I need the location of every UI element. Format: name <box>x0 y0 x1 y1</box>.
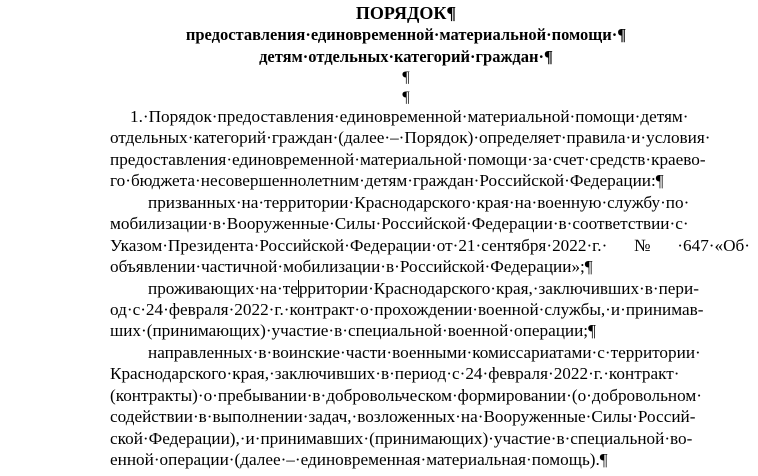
empty-paragraph-mark: ¶ <box>402 69 410 86</box>
text-line: объявлении·частичной·мобилизации·в·Российской·Федерации»;¶ <box>110 257 593 277</box>
text-line: отдельных·категорий·граждан·(далее·–·Порядок)·определяет·правила·и·условия· <box>110 128 711 148</box>
text-line: мобилизации·в·Вооруженные·Силы·Российской·Федерации·в·соответствии·с· <box>110 214 689 234</box>
text-after-cursor: рритории·Краснодарского·края,·заключивших·в·пери- <box>298 278 699 298</box>
text-before-cursor: проживающих·на·те <box>148 278 298 298</box>
empty-paragraph-mark: ¶ <box>402 89 410 106</box>
document-subtitle-line-1: предоставления·единовременной·материальной·помощи·¶ <box>185 25 627 44</box>
text-line: предоставления·единовременной·материальной·помощи·за·счет·средств·краево- <box>110 149 706 169</box>
text-line: од·с·24·февраля·2022·г.·контракт·о·прохождении·военной·службы,·и·принимав- <box>110 299 704 319</box>
text-line: Указом·Президента·Российской·Федерации·от·21·сентября·2022·г.·№·647·«Об· <box>110 235 750 255</box>
text-line: 1.·Порядок·предоставления·единовременной·материальной·помощи·детям· <box>130 107 689 126</box>
text-line: ших·(принимающих)·участие·в·специальной·военной·операции;¶ <box>110 321 596 341</box>
text-line: енной·операции·(далее·–·единовременная·материальная·помощь).¶ <box>110 450 608 469</box>
text-line: ской·Федерации),·и·принимавших·(принимающих)·участие·в·специальной·во- <box>110 428 693 448</box>
document-body[interactable] <box>110 106 750 470</box>
text-line: Краснодарского·края,·заключивших·в·период·с·24·февраля·2022·г.·контракт· <box>110 364 680 384</box>
document-title: ПОРЯДОК¶ <box>355 3 457 23</box>
text-line: содействии·в·выполнении·задач,·возложенных·на·Вооруженные·Силы·Россий- <box>110 407 696 427</box>
text-line <box>0 278 758 299</box>
text-line: призванных·на·территории·Краснодарского·края·на·военную·службу·по· <box>148 192 690 212</box>
text-line: направленных·в·воинские·части·военными·комиссариатами·с·территории· <box>148 342 701 362</box>
document-subtitle-line-2: детям·отдельных·категорий·граждан·¶ <box>259 47 553 66</box>
text-line: го·бюджета·несовершеннолетним·детям·граждан·Российской·Федерации:¶ <box>110 171 664 191</box>
text-line: (контракты)·о·пребывании·в·добровольческом·формировании·(о·добровольном· <box>110 385 703 405</box>
